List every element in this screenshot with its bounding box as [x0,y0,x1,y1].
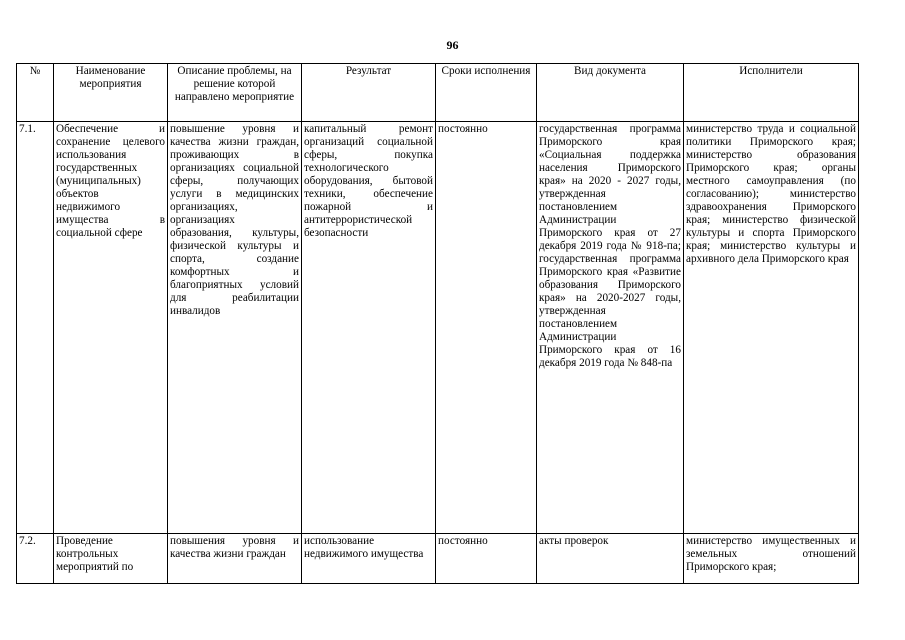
row-terms: постоянно [436,122,537,534]
row-description: повышение уровня и качества жизни граждан, проживающих в организациях социальной сферы, получающих услуги в медицинских организациях, организациях образования, культуры, физической культуры и спорта, создание комфортных и благоприятных условий для реабилитации инвалидов [168,122,302,534]
header-description: Описание проблемы, на решение которой направлено мероприятие [168,64,302,122]
row-executors: министерство имущественных и земельных отношений Приморского края; [684,534,859,584]
header-name: Наименование мероприятия [54,64,168,122]
table-header-row [17,64,859,122]
row-result: использование недвижимого имущества [302,534,436,584]
row-num: 7.2. [17,534,54,584]
header-num: № [17,64,54,122]
row-result: капитальный ремонт организаций социальной сферы, покупка технологического оборудования, бытовой техники, обеспечение пожарной и антитеррористической безопасности [302,122,436,534]
row-description: повышения уровня и качества жизни граждан [168,534,302,584]
row-doc-type: государственная программа Приморского края «Социальная поддержка населения Приморского края» на 2020 - 2027 годы, утвержденная постановлением Администрации Приморского края от 27 декабря 2019 года № 918-па; государственная программа Приморского края «Развитие образования Приморского края» на 2020-2027 годы, утвержденная постановлением Администрации Приморского края от 16 декабря 2019 года № 848-па [537,122,684,534]
page-number: 96 [446,38,459,52]
header-result: Результат [302,64,436,122]
row-name: Проведение контрольных мероприятий по [54,534,168,584]
header-executors: Исполнители [684,64,859,122]
row-terms: постоянно [436,534,537,584]
table-row [17,534,859,584]
row-num: 7.1. [17,122,54,534]
row-doc-type: акты проверок [537,534,684,584]
header-terms: Сроки исполнения [436,64,537,122]
header-doc-type: Вид документа [537,64,684,122]
measures-table [16,63,859,584]
row-executors: министерство труда и социальной политики Приморского края; министерство образования Приморского края; органы местного самоуправления (по согласованию); министерство здравоохранения Приморского края; министерство физической культуры и спорта Приморского края; министерство культуры и архивного дела Приморского края [684,122,859,534]
table-row [17,122,859,534]
row-name: Обеспечение и сохранение целевого использования государственных (муниципальных) объектов недвижимого имущества в социальной сфере [54,122,168,534]
